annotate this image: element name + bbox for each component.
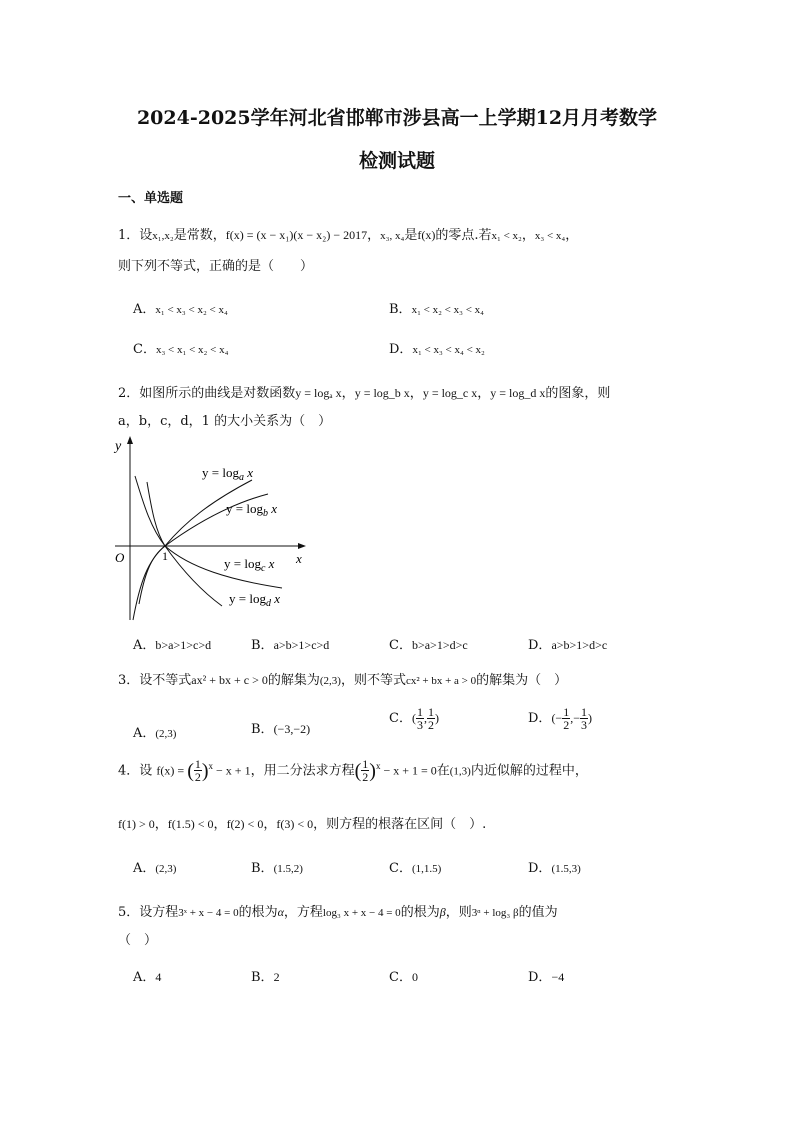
question-3: 3．设不等式ax² + bx + c > 0的解集为(2,3)，则不等式cx² + bx + a > 0的解集为（ ）	[118, 673, 568, 688]
y-axis-label: y	[115, 439, 122, 454]
y-axis-arrow	[127, 436, 133, 444]
q1-vars: x₁,x₂	[152, 230, 174, 242]
q4-option-c[interactable]: C．(1,1.5)	[389, 861, 442, 876]
curve-log-d	[147, 482, 222, 606]
q4-option-b[interactable]: B．(1.5,2)	[251, 861, 303, 876]
label-log-b: $y = \log_b x$	[226, 501, 277, 519]
q5-option-d[interactable]: D．−4	[528, 970, 565, 985]
page-title: 2024-2025学年河北省邯郸市涉县高一上学期12月月考数学	[136, 107, 658, 129]
q1-option-c[interactable]: C．x₃ < x₁ < x₂ < x₄	[133, 342, 229, 357]
question-2: 2．如图所示的曲线是对数函数y = logₐ x，y = log_b x，y = log_c x，y = log_d x的图象，则	[118, 386, 611, 401]
q5-option-c[interactable]: C．0	[389, 970, 418, 985]
q2-option-a[interactable]: A．b>a>1>c>d	[133, 638, 212, 653]
x-axis-label: x	[296, 551, 302, 566]
q4-number: 4．设	[118, 763, 153, 779]
q2-option-b[interactable]: B．a>b>1>c>d	[251, 638, 330, 653]
question-5-line2: （ ）	[118, 933, 158, 948]
q3-option-c[interactable]: C．( $\frac{1}{3}$ , $\frac{1}{2}$ )	[389, 705, 439, 732]
label-log-c: $y = \log_c x$	[224, 556, 275, 574]
q1-option-d[interactable]: D．x₁ < x₃ < x₄ < x₂	[389, 342, 485, 357]
one-label: 1	[162, 549, 168, 563]
q2-option-c[interactable]: C．b>a>1>d>c	[389, 638, 468, 653]
q5-number: 5．设方程	[118, 905, 179, 920]
label-log-d: $y = \log_d x$	[229, 591, 280, 609]
q5-option-b[interactable]: B．2	[251, 970, 280, 985]
q1-function: f(x) = (x − x₁)(x − x₂) − 2017	[225, 228, 368, 242]
question-4: 4．设 f(x) = ( $\frac{1}{2}$ )$^x$ − x + 1，用二分法求方程( $\frac{1}{2}$ )$^x$ − x + 1 = 0在(1,3)内近似解的过程中，	[118, 757, 588, 785]
q3-option-d[interactable]: D．(− $\frac{1}{2}$ ,− $\frac{1}{3}$ )	[528, 705, 592, 732]
question-4-line2: f(1) > 0，f(1.5) < 0，f(2) < 0，f(3) < 0，则方程的根落在区间（ ）.	[118, 817, 487, 832]
q5-option-a[interactable]: A．4	[133, 970, 162, 985]
q2-number: 2．如图所示的曲线是对数函数	[118, 386, 296, 401]
q3-number: 3．设不等式	[118, 673, 192, 688]
origin-label: O	[115, 550, 125, 565]
curve-log-a	[139, 480, 252, 604]
question-1: 1．设x₁,x₂是常数，f(x) = (x − x₁)(x − x₂) − 2017，x₃, x₄是f(x)的零点.若x₁ < x₂，x₃ < x₄，	[118, 228, 579, 243]
q1-option-a[interactable]: A．x₁ < x₃ < x₂ < x₄	[133, 302, 228, 317]
q1-number: 1．设	[118, 228, 153, 243]
q4-option-a[interactable]: A．(2,3)	[133, 861, 177, 876]
question-2-line2: a，b，c，d，1 的大小关系为（ ）	[118, 414, 332, 429]
q3-option-b[interactable]: B．(−3,−2)	[251, 722, 311, 737]
x-axis-arrow	[298, 543, 306, 549]
curve-log-c	[135, 476, 282, 588]
section-heading: 一、单选题	[118, 191, 184, 206]
question-1-line2: 则下列不等式，正确的是（ ）	[118, 259, 314, 274]
q1-zeros: x₃, x₄	[380, 230, 405, 242]
q2-option-d[interactable]: D．a>b>1>d>c	[528, 638, 608, 653]
q4-option-d[interactable]: D．(1.5,3)	[528, 861, 581, 876]
log-graph	[110, 432, 310, 627]
q3-option-a[interactable]: A．(2,3)	[133, 726, 177, 741]
q1-option-b[interactable]: B．x₁ < x₂ < x₃ < x₄	[389, 302, 485, 317]
question-5: 5．设方程3ˣ + x − 4 = 0的根为α，方程log₃ x + x − 4 = 0的根为β，则3ᵅ + log₃ β的值为	[118, 905, 558, 920]
label-log-a: $y = \log_a x$	[202, 465, 253, 483]
page-subtitle: 检测试题	[358, 150, 435, 172]
